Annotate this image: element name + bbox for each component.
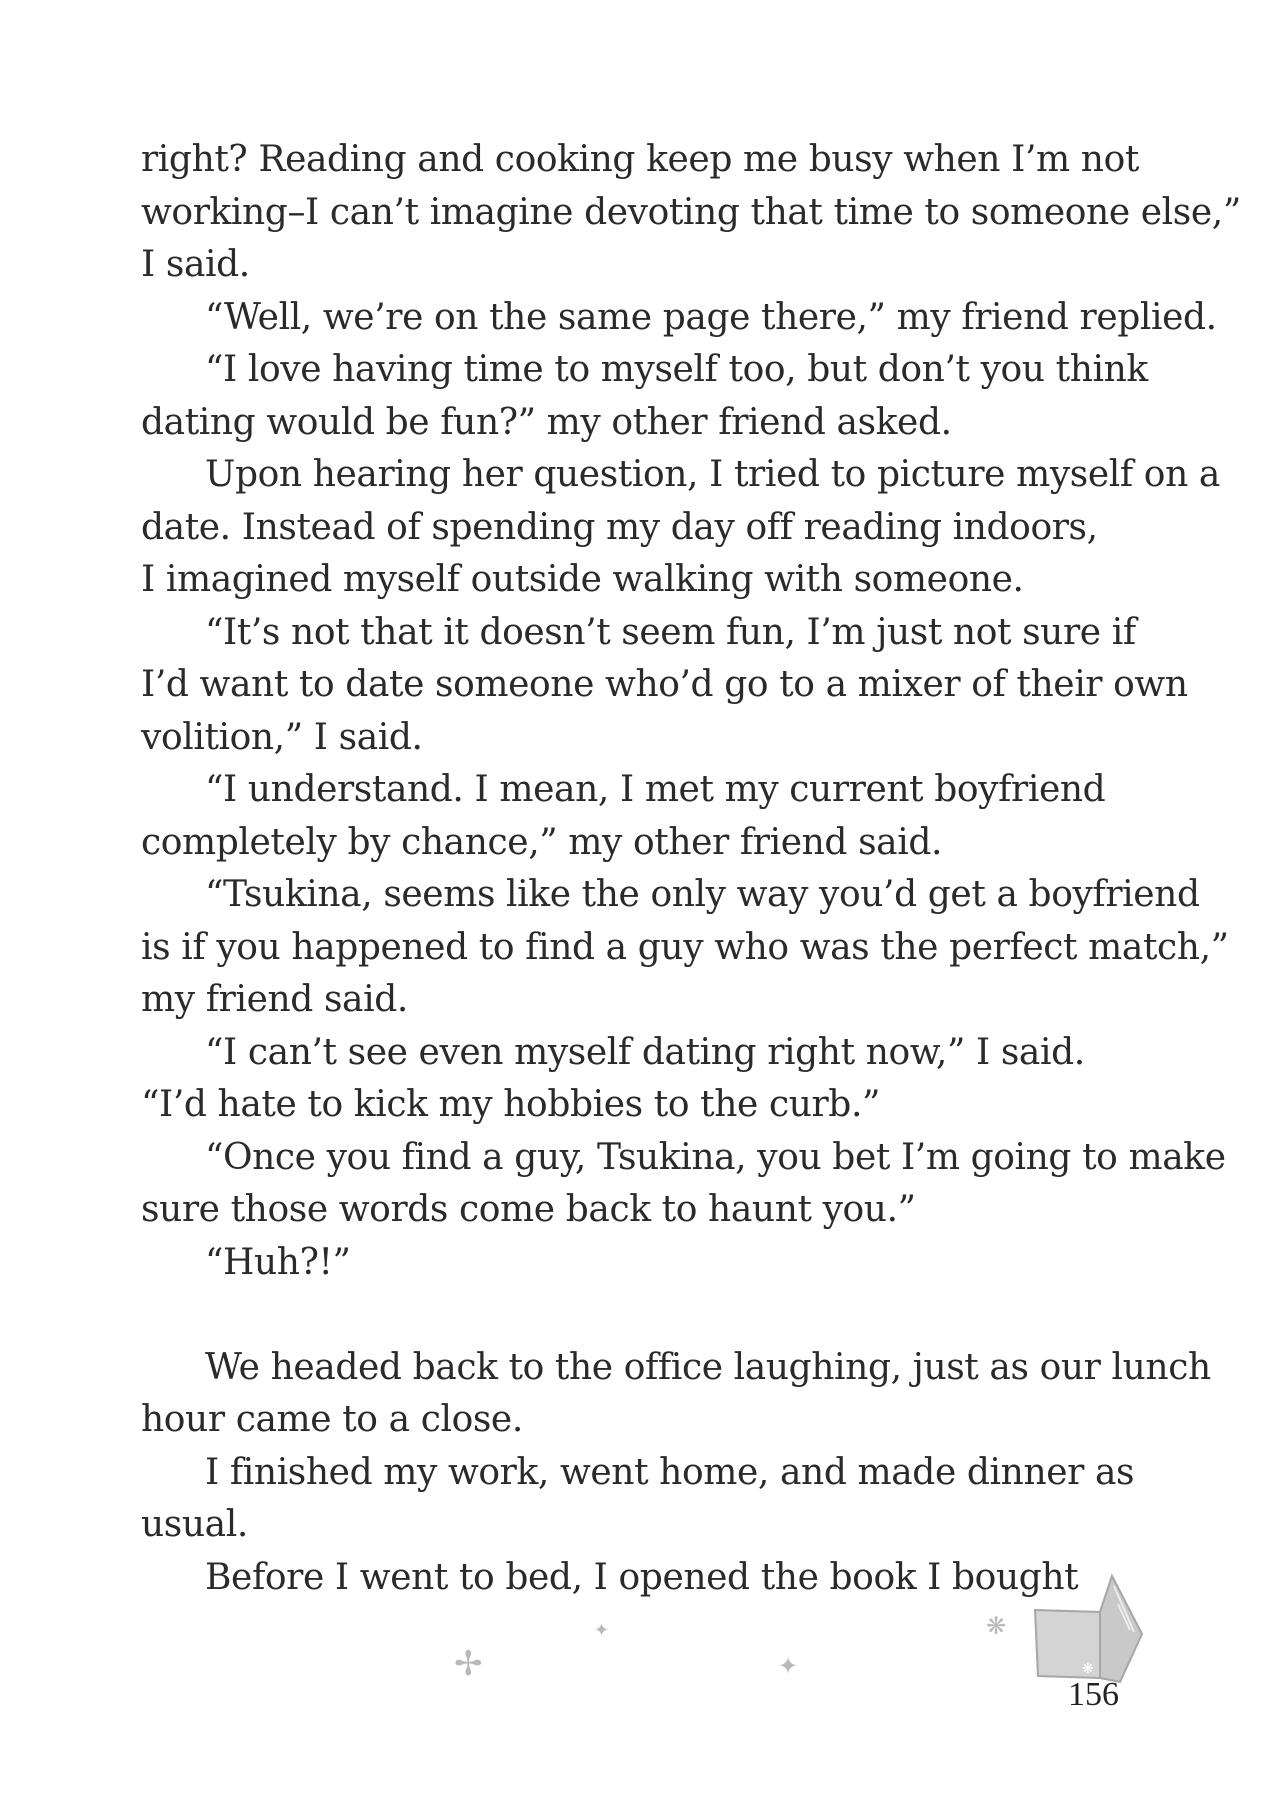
text-line: “I can’t see even myself dating right now,” I said. [205,1031,1085,1073]
text-line: “Once you find a guy, Tsukina, you bet I’m going to make [205,1136,1226,1178]
svg-text:❋: ❋ [1082,1661,1094,1677]
text-line: We headed back to the office laughing, just as our lunch [205,1346,1211,1388]
text-line: “I love having time to myself too, but don’t you think [205,349,1148,390]
text-line: date. Instead of spending my day off reading indoors, [141,506,1098,548]
text-line: I said. [141,244,250,285]
text-line: Before I went to bed, I opened the book I bought [205,1556,1079,1598]
asterisk-ornament-icon: ❋ [986,1612,1007,1640]
sparkle-icon: ✦ [594,1620,610,1641]
blank-line [141,1289,1161,1342]
open-book-icon [1030,1560,1160,1690]
text-line: “It’s not that it doesn’t seem fun, I’m just not sure if [205,611,1136,653]
text-line: hour came to a close. [141,1399,523,1440]
text-line: “I’d hate to kick my hobbies to the curb.” [141,1084,880,1125]
text-line: “Tsukina, seems like the only way you’d get a boyfriend [205,874,1200,915]
body-text [141,134,1241,1604]
text-line: my friend said. [141,979,408,1020]
text-line: right? Reading and cooking keep me busy when I’m not [141,139,1139,180]
text-line: “Huh?!” [205,1241,351,1283]
cross-ornament-icon: ✢ [454,1644,483,1684]
sparkle-icon: ✦ [778,1652,799,1680]
text-line: working–I can’t imagine devoting that time to someone else,” [141,191,1241,233]
text-line: completely by chance,” my other friend said. [141,821,943,863]
page-number: 156 [1068,1676,1119,1713]
text-line: is if you happened to find a guy who was the perfect match,” [141,926,1229,968]
text-line: “I understand. I mean, I met my current boyfriend [205,769,1106,810]
text-line: usual. [141,1504,248,1545]
text-line: sure those words come back to haunt you.” [141,1189,916,1230]
text-line: dating would be fun?” my other friend asked. [141,401,952,443]
text-line: “Well, we’re on the same page there,” my friend replied. [205,296,1217,338]
text-line: I’d want to date someone who’d go to a mixer of their own [141,664,1188,705]
text-line: I imagined myself outside walking with someone. [141,559,1024,600]
text-line: volition,” I said. [141,716,423,758]
text-line: I finished my work, went home, and made dinner as [205,1451,1135,1493]
text-line: Upon hearing her question, I tried to picture myself on a [205,454,1220,495]
